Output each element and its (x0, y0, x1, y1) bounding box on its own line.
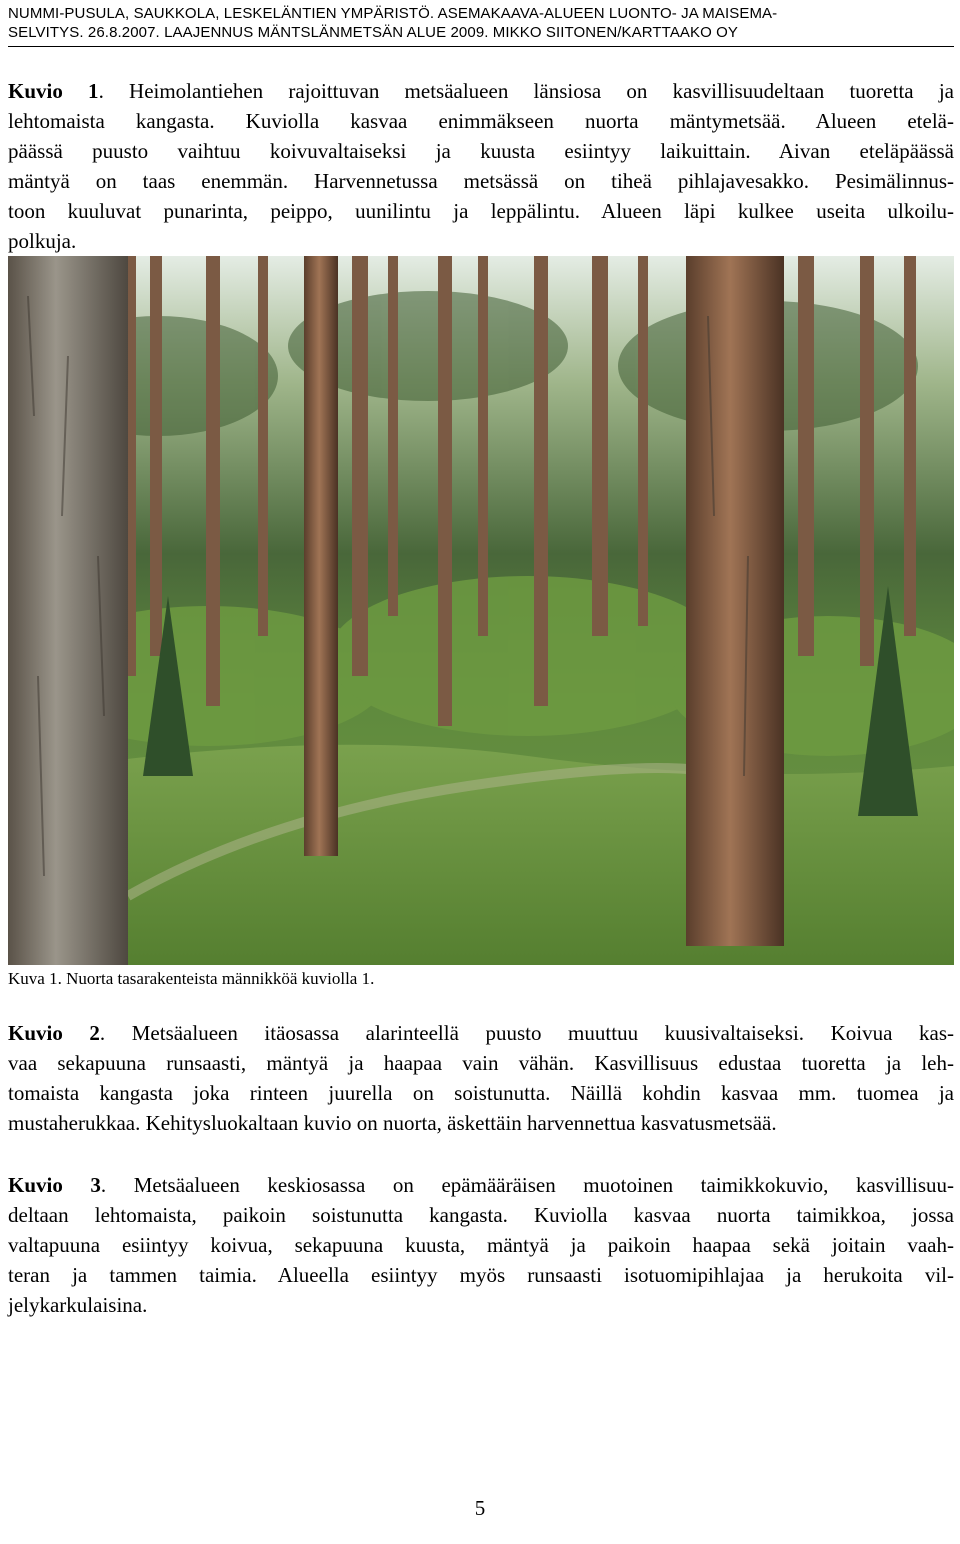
paragraph-line: toon kuuluvat punarinta, peippo, uunilintu ja leppälintu. Alueen läpi kulkee useita ulkoilu- (8, 199, 954, 223)
photo-caption: Kuva 1. Nuorta tasarakenteista männikköä kuviolla 1. (8, 969, 375, 988)
kuvio-3-label: Kuvio 3 (8, 1173, 101, 1197)
forest-photo (8, 256, 954, 965)
header-line-2: SELVITYS. 26.8.2007. LAAJENNUS MÄNTSLÄNMETSÄN ALUE 2009. MIKKO SIITONEN/KARTTAAKO OY (8, 24, 739, 41)
paragraph-line: lehtomaista kangasta. Kuviolla kasvaa enimmäkseen nuorta mäntymetsää. Alueen etelä- (8, 109, 954, 133)
paragraph-line: Kuvio 1. Heimolantiehen rajoittuvan metsäalueen länsiosa on kasvillisuudeltaan tuoretta ja (8, 79, 954, 103)
kuvio-1-paragraph (8, 76, 954, 256)
kuvio-2-paragraph (8, 1018, 954, 1138)
paragraph-line: päässä puusto vaihtuu koivuvaltaiseksi ja kuusta esiintyy laikuittain. Aivan eteläpäässä (8, 139, 954, 163)
paragraph-line: Kuvio 3. Metsäalueen keskiosassa on epämääräisen muotoinen taimikkokuvio, kasvillisuu- (8, 1173, 954, 1197)
paragraph-line: deltaan lehtomaista, paikoin soistunutta kangasta. Kuviolla kasvaa nuorta taimikkoa, jossa (8, 1203, 954, 1227)
header-line-1: NUMMI-PUSULA, SAUKKOLA, LESKELÄNTIEN YMPÄRISTÖ. ASEMAKAAVA-ALUEEN LUONTO- JA MAISEMA- (8, 5, 778, 22)
paragraph-line: teran ja tammen taimia. Alueella esiintyy myös runsaasti isotuomipihlajaa ja herukoita vil- (8, 1263, 954, 1287)
document-header (8, 4, 948, 42)
kuvio-2-label: Kuvio 2 (8, 1021, 100, 1045)
paragraph-line: mustaherukkaa. Kehitysluokaltaan kuvio on nuorta, äskettäin harvennettua kasvatusmetsää. (8, 1111, 777, 1135)
paragraph-line: polkuja. (8, 229, 77, 253)
page-number: 5 (474, 1496, 486, 1520)
paragraph-line: jelykarkulaisina. (8, 1293, 148, 1317)
paragraph-line: vaa sekapuuna runsaasti, mäntyä ja haapaa vain vähän. Kasvillisuus edustaa tuoretta ja leh- (8, 1051, 954, 1075)
paragraph-line: valtapuuna esiintyy koivua, sekapuuna kuusta, mäntyä ja paikoin haapaa sekä joitain vaah- (8, 1233, 954, 1257)
paragraph-line: tomaista kangasta joka rinteen juurella on soistunutta. Näillä kohdin kasvaa mm. tuomea ja (8, 1081, 954, 1105)
header-rule (8, 46, 954, 47)
kuvio-3-paragraph (8, 1170, 954, 1320)
paragraph-line: Kuvio 2. Metsäalueen itäosassa alarinteellä puusto muuttuu kuusivaltaiseksi. Koivua kas- (8, 1021, 954, 1045)
kuvio-1-label: Kuvio 1 (8, 79, 99, 103)
paragraph-line: mäntyä on taas enemmän. Harvennetussa metsässä on tiheä pihlajavesakko. Pesimälinnus- (8, 169, 954, 193)
